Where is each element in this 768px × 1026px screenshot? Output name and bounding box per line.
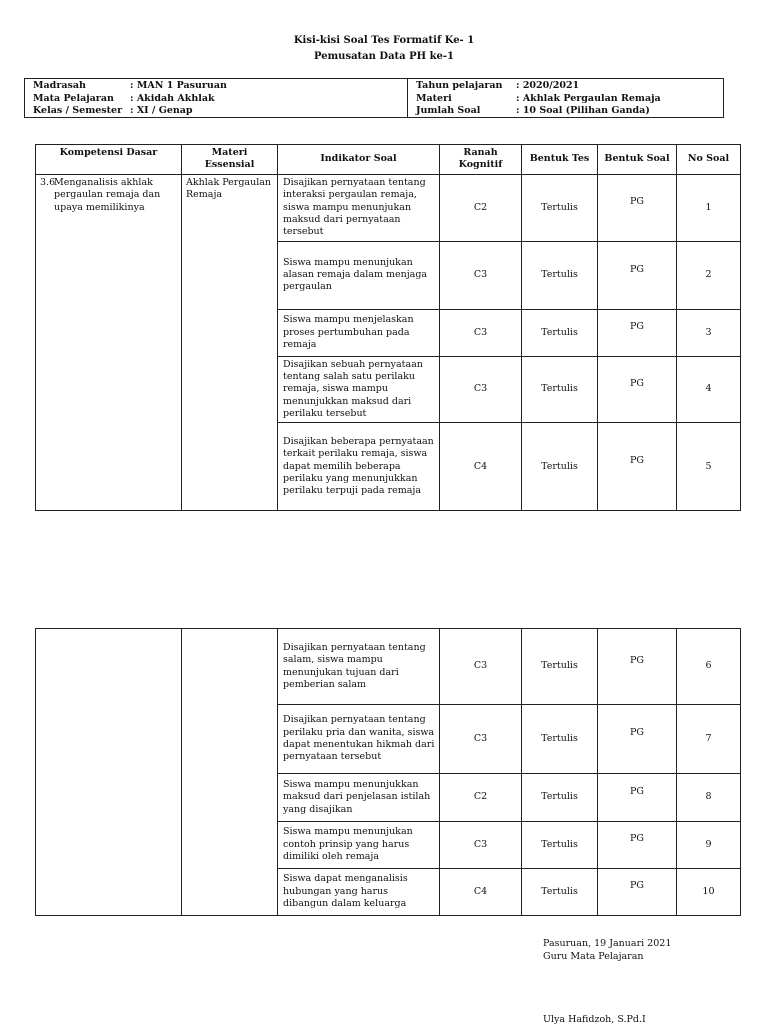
kompetensi-dasar-cell [36,174,182,511]
indikator-cell: Siswa mampu menunjukan contoh prinsip yang harus dimiliki oleh remaja [278,822,440,869]
info-row-madrasah [33,80,407,93]
kisi-table-page1 [35,144,741,511]
materi-cell: Akhlak Pergaulan Remaja [182,174,278,511]
mapel-label: Mata Pelajaran [33,92,114,104]
bentuk-soal-cell: PG [630,880,644,892]
bentuk-tes-cell: Tertulis [522,241,598,309]
info-row-mapel [33,93,407,106]
madrasah-value: : MAN 1 Pasuruan [130,80,227,91]
header-materi: Materi Essensial [182,145,278,175]
header-no-soal: No Soal [677,145,741,175]
bentuk-soal-cell: PG [630,378,644,390]
info-right-column [408,79,723,117]
header-indikator: Indikator Soal [278,145,440,175]
kisi-table-page2 [35,628,741,916]
info-left-column [25,79,408,117]
table-row [36,629,741,705]
bentuk-tes-cell: Tertulis [522,774,598,822]
info-box [24,78,724,118]
info-row-tahun [416,80,723,93]
no-soal-cell: 8 [677,774,741,822]
bentuk-tes-cell: Tertulis [522,629,598,705]
ranah-cell: C3 [440,629,522,705]
kelas-value: : XI / Genap [130,105,193,116]
ranah-cell: C4 [440,423,522,511]
table-header-row [36,145,741,175]
jumlah-value: : 10 Soal (Pilihan Ganda) [516,105,650,116]
indikator-cell: Disajikan pernyataan tentang interaksi pergaulan remaja, siswa mampu menunjukan maksud dari pernyataan tersebut [278,174,440,241]
no-soal-cell: 6 [677,629,741,705]
no-soal-cell: 4 [677,356,741,423]
no-soal-cell: 9 [677,822,741,869]
table-row [36,174,741,241]
ranah-cell: C2 [440,174,522,241]
kd-text: Menganalisis akhlak pergaulan remaja dan upaya memilikinya [54,177,161,213]
no-soal-cell: 5 [677,423,741,511]
no-soal-cell: 2 [677,241,741,309]
bentuk-soal-cell: PG [630,321,644,333]
bentuk-tes-cell: Tertulis [522,356,598,423]
kd-number: 3.6 [40,176,56,188]
indikator-cell: Disajikan sebuah pernyataan tentang salah satu perilaku remaja, siswa mampu menunjukkan maksud dari perilaku tersebut [278,356,440,423]
bentuk-soal-cell: PG [630,785,644,797]
ranah-cell: C3 [440,309,522,356]
bentuk-soal-cell: PG [630,833,644,845]
ranah-cell: C3 [440,356,522,423]
indikator-cell: Disajikan beberapa pernyataan terkait perilaku remaja, siswa dapat memilih beberapa perilaku yang menunjukkan perilaku terpuji pada remaja [278,423,440,511]
materi-value: : Akhlak Pergaulan Remaja [516,92,661,104]
ranah-cell: C3 [440,241,522,309]
no-soal-cell: 1 [677,174,741,241]
bentuk-tes-cell: Tertulis [522,423,598,511]
header-bentuk-tes: Bentuk Tes [522,145,598,175]
document-title: Kisi-kisi Soal Tes Formatif Ke- 1 [293,35,475,46]
no-soal-cell: 10 [677,869,741,916]
bentuk-tes-cell: Tertulis [522,309,598,356]
jumlah-label: Jumlah Soal [416,105,481,116]
info-row-jumlah [416,105,723,118]
indikator-cell: Disajikan pernyataan tentang salam, siswa mampu menunjukan tujuan dari pemberian salam [278,629,440,705]
document-subtitle: Pemusatan Data PH ke-1 [313,51,454,62]
kompetensi-dasar-cell-empty [36,629,182,916]
indikator-cell: Disajikan pernyataan tentang perilaku pria dan wanita, siswa dapat menentukan hikmah dari pernyataan tersebut [278,705,440,774]
bentuk-tes-cell: Tertulis [522,174,598,241]
bentuk-tes-cell: Tertulis [522,869,598,916]
no-soal-cell: 7 [677,705,741,774]
info-row-kelas [33,105,407,118]
madrasah-label: Madrasah [33,80,86,91]
materi-label: Materi [416,92,452,104]
signer-name: Ulya Hafidzoh, S.Pd.I [543,1014,646,1025]
header-ranah: Ranah Kognitif [440,145,522,175]
bentuk-soal-cell: PG [630,727,644,739]
place-date: Pasuruan, 19 Januari 2021 [543,938,672,949]
mapel-value: : Akidah Akhlak [130,92,215,104]
ranah-cell: C3 [440,705,522,774]
indikator-cell: Siswa mampu menjelaskan proses pertumbuhan pada remaja [278,309,440,356]
tahun-label: Tahun pelajaran [416,80,503,91]
bentuk-soal-cell: PG [630,455,644,467]
signature-block [543,938,671,964]
info-row-materi [416,93,723,106]
bentuk-tes-cell: Tertulis [522,705,598,774]
no-soal-cell: 3 [677,309,741,356]
ranah-cell: C2 [440,774,522,822]
bentuk-tes-cell: Tertulis [522,822,598,869]
tahun-value: : 2020/2021 [516,80,580,91]
indikator-cell: Siswa dapat menganalisis hubungan yang harus dibangun dalam keluarga [278,869,440,916]
bentuk-soal-cell: PG [630,196,644,208]
ranah-cell: C4 [440,869,522,916]
indikator-cell: Siswa mampu menunjukan alasan remaja dalam menjaga pergaulan [278,241,440,309]
ranah-cell: C3 [440,822,522,869]
materi-cell-empty [182,629,278,916]
signer-role: Guru Mata Pelajaran [543,951,644,962]
bentuk-soal-cell: PG [630,654,644,666]
bentuk-soal-cell: PG [630,263,644,275]
kelas-label: Kelas / Semester [33,105,123,116]
header-kompetensi: Kompetensi Dasar [36,145,182,175]
indikator-cell: Siswa mampu menunjukkan maksud dari penjelasan istilah yang disajikan [278,774,440,822]
header-bentuk-soal: Bentuk Soal [598,145,677,175]
